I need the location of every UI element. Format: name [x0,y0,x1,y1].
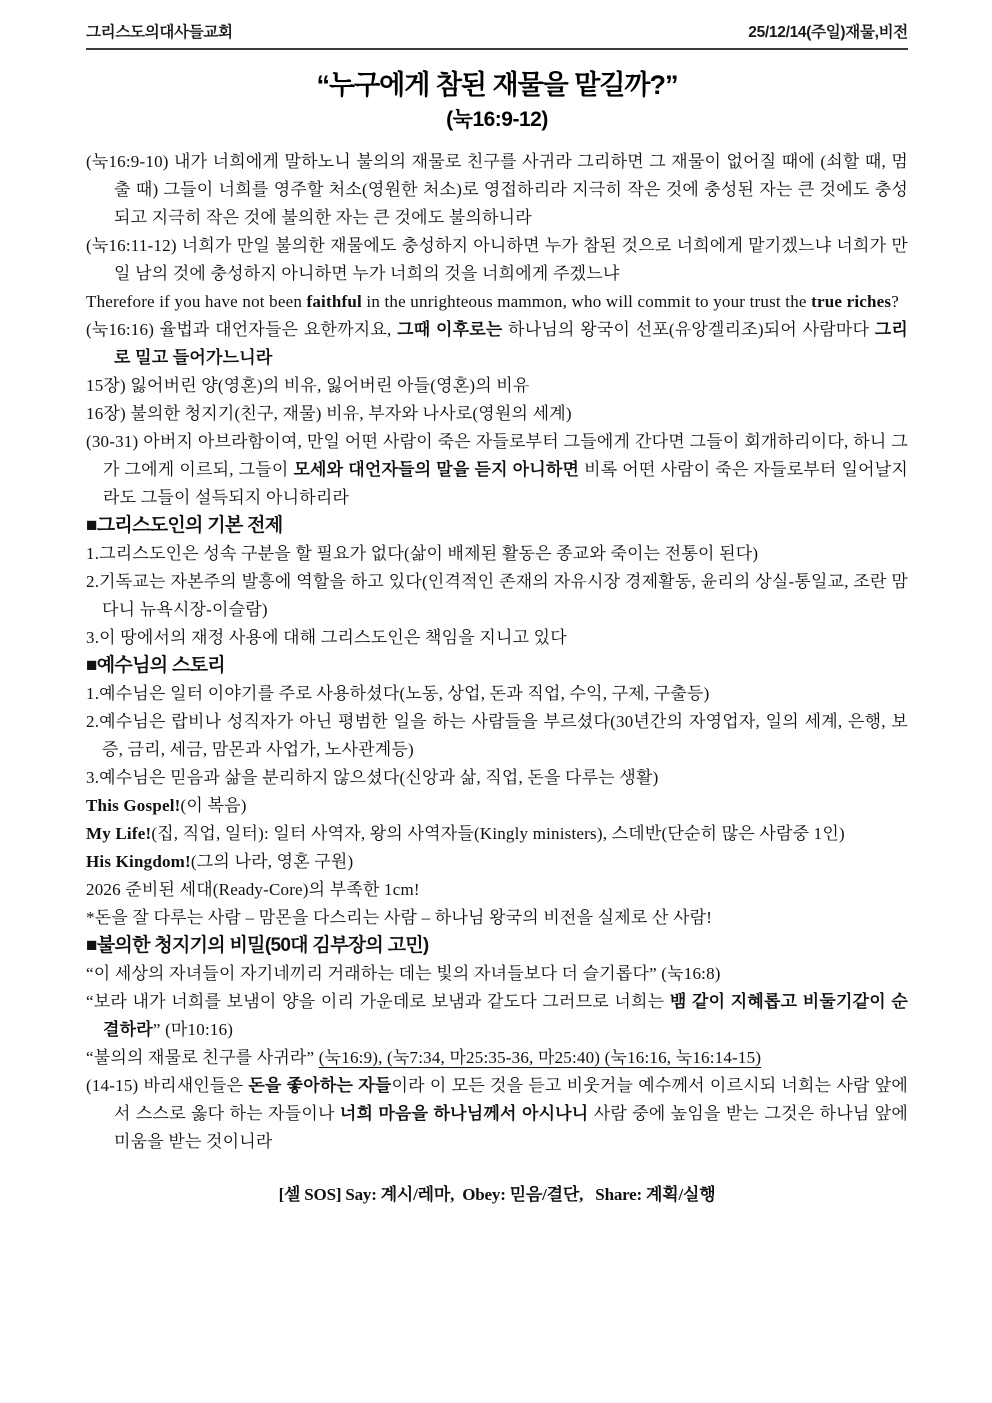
text-segment: 15장) 잃어버린 양(영혼)의 비유, 잃어버린 아들(영혼)의 비유 [86,376,530,395]
text-segment: (이 복음) [180,796,247,815]
text-segment: (눅16:16) 율법과 대언자들은 요한까지요, [86,320,398,339]
text-segment: 이라 이 모든 것을 듣고 비웃거늘 예수께서 이르시되 너희는 사람 앞에서 스스로 옳다 하는 자들이나 [114,1076,908,1123]
document-header [86,20,908,42]
section-heading [86,932,908,960]
text-segment: 2.예수님은 랍비나 성직자가 아닌 평범한 일을 하는 사람들을 부르셨다(30년간의 자영업자, 일의 세계, 은행, 보증, 금리, 세금, 맘몬과 사업가, 노사관계등) [86,712,908,759]
quote-line [86,960,908,988]
quote-line [86,1044,908,1072]
scripture-paragraph [86,232,908,288]
emphasized-text: His Kingdom! [86,852,191,871]
church-name: 그리스도의대사들교회 [86,24,233,41]
text-segment: (집, 직업, 일터): 일터 사역자, 왕의 사역자들(Kingly ministers), 스데반(단순히 많은 사람중 1인) [151,824,845,843]
text-segment: 2.기독교는 자본주의 발흥에 역할을 하고 있다(인격적인 존재의 자유시장 경제활동, 윤리의 상실-통일교, 조란 맘다니 뉴욕시장-이슬람) [86,572,908,619]
text-segment: ■그리스도인의 기본 전제 [86,515,283,536]
text-segment: “불의의 재물로 친구를 사귀라” [86,1048,319,1067]
text-segment: “보라 내가 너희를 보냄이 양을 이리 가운데로 보냄과 같도다 그러므로 너희는 [86,992,670,1011]
text-segment: 하나님의 왕국이 선포(유앙겔리조)되어 사람마다 [502,320,875,339]
scripture-paragraph [86,1072,908,1156]
note-line [86,876,908,904]
emphasized-text: This Gospel! [86,796,181,815]
emphasized-text: 모세와 대언자들의 말을 듣지 아니하면 [293,460,580,479]
text-segment: ■예수님의 스토리 [86,655,225,676]
text-segment: 2026 준비된 세대(Ready-Core)의 부족한 1cm! [86,880,420,899]
scripture-paragraph [86,316,908,372]
text-segment: (14-15) 바리새인들은 [86,1076,249,1095]
emphasized-text: true riches [811,292,892,311]
text-segment: 비록 어떤 사람이 죽은 자들로부터 일어날지라도 그들이 설득되지 아니하리라 [103,460,908,507]
cell-sos-footer: [셀 SOS] Say: 계시/레마, Obey: 믿음/결단, Share: 계획/실행 [278,1185,716,1204]
numbered-item [86,624,908,652]
outline-item [86,372,908,400]
section-heading [86,512,908,540]
sermon-scripture-ref: (눅16:9-12) [446,108,548,131]
outline-item [86,400,908,428]
note-line [86,904,908,932]
text-segment: 3.예수님은 믿음과 삶을 분리하지 않으셨다(신앙과 삶, 직업, 돈을 다루는 생활) [86,768,659,787]
header-date-label: 25/12/14(주일)재물,비전 [748,24,908,41]
emphasized-text: 그리로 밀고 들어가느니라 [114,320,908,367]
underlined-refs: (눅16:9), (눅7:34, 마25:35-36, 마25:40) (눅16:16, 눅16:14-15) [318,1048,762,1067]
numbered-item [86,540,908,568]
emphasized-text: 돈을 좋아하는 자들 [248,1076,392,1095]
section-heading [86,652,908,680]
numbered-item [86,708,908,764]
scripture-paragraph [86,428,908,512]
text-segment: 1.그리스도인은 성속 구분을 할 필요가 없다(삶이 배제된 활동은 종교와 죽이는 전통이 된다) [86,544,759,563]
sermon-title: “누구에게 참된 재물을 맡길까?” [316,70,678,100]
text-segment: 3.이 땅에서의 재정 사용에 대해 그리스도인은 책임을 지니고 있다 [86,628,567,647]
note-line [86,848,908,876]
text-segment: in the unrighteous mammon, who will commit to your trust the [361,292,812,311]
text-segment: “이 세상의 자녀들이 자기네끼리 거래하는 데는 빛의 자녀들보다 더 슬기롭다” (눅16:8) [86,964,721,983]
numbered-item [86,680,908,708]
text-segment: *돈을 잘 다루는 사람 – 맘몬을 다스리는 사람 – 하나님 왕국의 비전을 실제로 산 사람! [86,908,713,927]
note-line [86,792,908,820]
document-body [86,148,908,1156]
text-segment: ■불의한 청지기의 비밀(50대 김부장의 고민) [86,935,429,956]
text-segment: 16장) 불의한 청지기(친구, 재물) 비유, 부자와 나사로(영원의 세계) [86,404,572,423]
text-segment: ? [891,292,899,311]
text-segment: Therefore if you have not been [86,292,307,311]
emphasized-text: 너희 마음을 하나님께서 아시나니 [339,1104,589,1123]
emphasized-text: 뱀 같이 지혜롭고 비둘기같이 순결하라 [103,992,908,1039]
text-segment: (30-31) 아버지 아브라함이여, 만일 어떤 사람이 죽은 자들로부터 그들에게 간다면 그들이 회개하리이다, 하니 그가 그에게 이르되, 그들이 [86,432,908,479]
header-divider [86,48,908,50]
note-line [86,820,908,848]
text-segment: 1.예수님은 일터 이야기를 주로 사용하셨다(노동, 상업, 돈과 직업, 수익, 구제, 구출등) [86,684,710,703]
english-scripture-paragraph [86,288,908,316]
numbered-item [86,568,908,624]
emphasized-text: 그때 이후로는 [397,320,503,339]
text-segment: 사람 중에 높임을 받는 그것은 하나님 앞에 미움을 받는 것이니라 [114,1104,908,1151]
scripture-paragraph [86,148,908,232]
emphasized-text: My Life! [86,824,152,843]
text-segment: (눅16:9-10) 내가 너희에게 말하노니 불의의 재물로 친구를 사귀라 그리하면 그 재물이 없어질 때에 (쇠할 때, 멈출 때) 그들이 너희를 영주할 처소(영원한 처소)로 영접하리라 지극히 작은 것에 충성된 자는 큰 것에도 충성되고 지극히 작은 것에 불의한 자는 큰 것에도 불의하니라 [86,152,908,227]
text-segment: ” (마10:16) [152,1020,234,1039]
text-segment: (눅16:11-12) 너희가 만일 불의한 재물에도 충성하지 아니하면 누가 참된 것으로 너희에게 맡기겠느냐 너희가 만일 남의 것에 충성하지 아니하면 누가 너희의 것을 너희에게 주겠느냐 [86,236,908,283]
quote-line [86,988,908,1044]
numbered-item [86,764,908,792]
emphasized-text: faithful [306,292,362,311]
text-segment: (그의 나라, 영혼 구원) [190,852,354,871]
